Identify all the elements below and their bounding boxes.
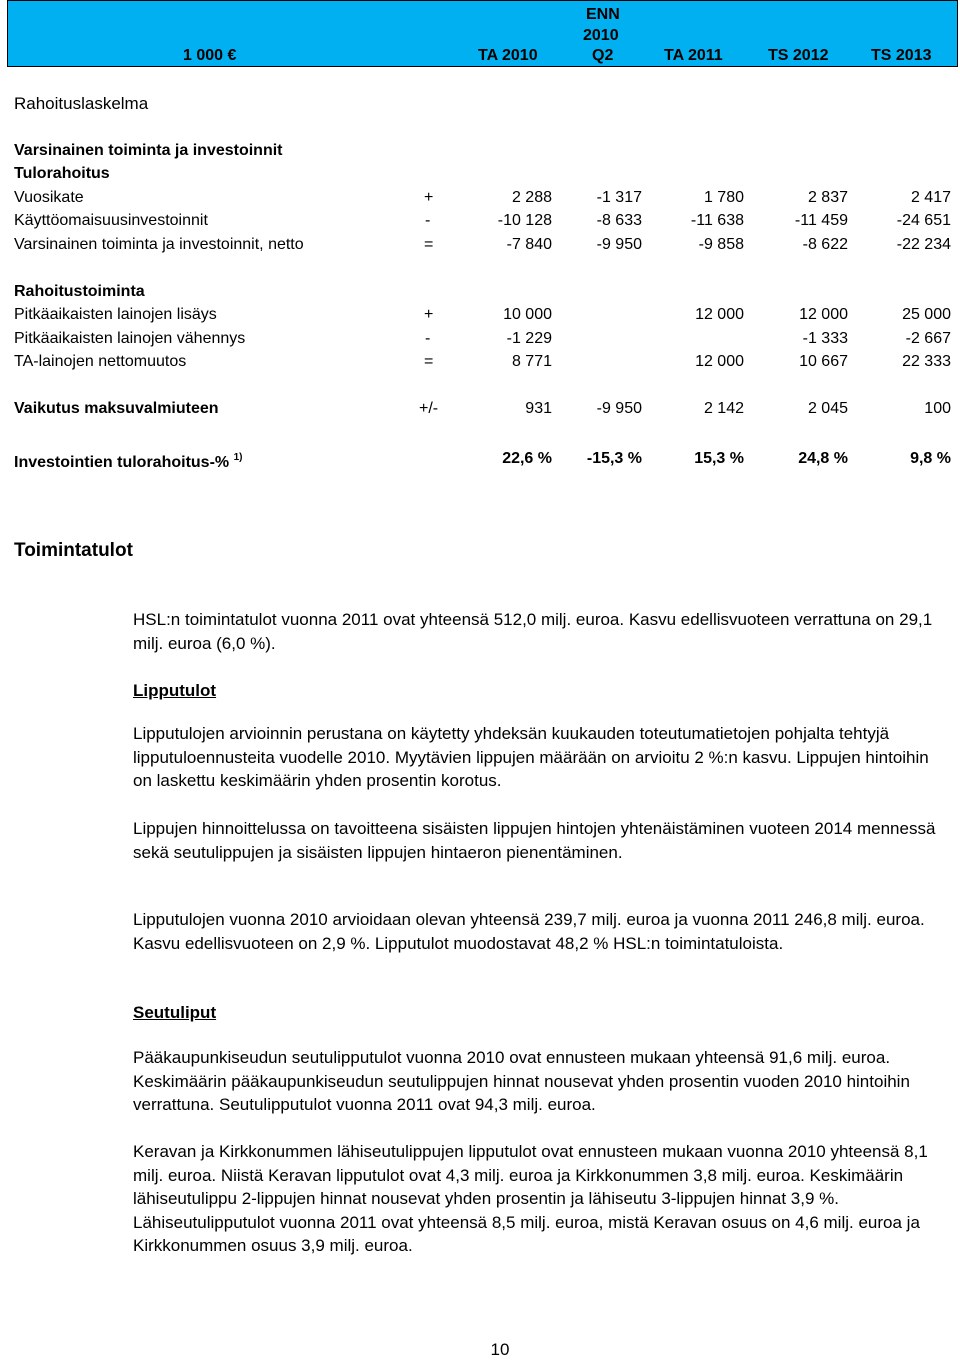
row-value: 2 288 (511, 189, 552, 206)
row-label: Vaikutus maksuvalmiuteen (14, 400, 219, 417)
paragraph-toimintatulot: HSL:n toimintatulot vuonna 2011 ovat yhteensä 512,0 milj. euroa. Kasvu edellisvuoteen verrattuna on 29,1 milj. euroa (6,0 %). (133, 610, 933, 653)
row-value: -7 840 (506, 236, 552, 253)
row-value: 9,8 % (910, 450, 951, 467)
row-value: 100 (924, 400, 951, 417)
row-value: 2 045 (807, 400, 848, 417)
heading-lipputulot: Lipputulot (133, 681, 217, 700)
row-value: -11 459 (794, 212, 848, 229)
header-col-ts2012: TS 2012 (768, 47, 829, 64)
header-col-enn-line2: 2010 (583, 27, 619, 44)
row-value: -11 638 (690, 212, 744, 229)
row-value: -1 229 (506, 330, 552, 347)
group1-subtitle: Tulorahoitus (14, 165, 110, 182)
row-value: 22,6 % (502, 450, 552, 467)
paragraph-seutuliput-2: Keravan ja Kirkkonummen lähiseutulippujen lipputulot ovat ennusteen mukaan vuonna 2010 yhteensä 8,1 milj. euroa. Niistä Keravan lipputulot ovat 4,3 milj. euroa ja Kirkkonummen 3,8 milj. euroa. Keskimäärin lähiseutulippu 2-lippujen hinnat nousevat yhden prosentin ja lähiseutu 3-lippujen hinnat 3,9 %. Lähiseutulipputulot vuonna 2011 ovat yhteensä 8,5 milj. euroa, mistä Keravan osuus on 4,6 milj. euroa ja Kirkkonummen osuus 3,9 milj. euroa. (133, 1142, 928, 1255)
paragraph-lipputulot-3: Lipputulojen vuonna 2010 arvioidaan olevan yhteensä 239,7 milj. euroa ja vuonna 2011 246,8 milj. euroa. Kasvu edellisvuoteen on 2,9 %. Lipputulot muodostavat 48,2 % HSL:n toimintatuloista. (133, 910, 925, 953)
row-value: 22 333 (902, 353, 951, 370)
row-label: TA-lainojen nettomuutos (14, 353, 187, 370)
row-value: -1 317 (596, 189, 642, 206)
row-sign: = (424, 353, 434, 370)
header-unit: 1 000 € (183, 47, 237, 64)
heading-seutuliput: Seutuliput (133, 1003, 217, 1022)
row-label: Vuosikate (14, 189, 84, 206)
row-value: 10 000 (503, 306, 552, 323)
row-value: -22 234 (896, 236, 951, 253)
paragraph-lipputulot-1: Lipputulojen arvioinnin perustana on käytetty yhdeksän kuukauden toteutumatietojen pohjalta tehtyjä lipputuloennusteita vuodelle 2010. Myytävien lippujen määrään on arvioitu 2 %:n kasvu. Lippujen hintoihin on laskettu keskimäärin yhden prosentin korotus. (133, 724, 929, 790)
row-value: -9 950 (596, 400, 642, 417)
row-value: -15,3 % (586, 450, 642, 467)
header-col-enn-line3: Q2 (592, 47, 614, 64)
row-sign: - (425, 212, 431, 229)
paragraph-seutuliput-1: Pääkaupunkiseudun seutulipputulot vuonna 2010 ovat ennusteen mukaan yhteensä 91,6 milj. euroa. Keskimäärin pääkaupunkiseudun seutulippujen hinnat nousevat yhden prosentin vuoden 2010 hintoihin verrattuna. Seutulipputulot vuonna 2011 ovat 94,3 milj. euroa. (133, 1048, 910, 1114)
row-sign: +/- (419, 400, 439, 417)
table-header (7, 0, 958, 67)
row-label (14, 448, 242, 473)
paragraph-lipputulot-2: Lippujen hinnoittelussa on tavoitteena sisäisten lippujen hintojen yhtenäistäminen vuoteen 2014 mennessä sekä seutulippujen ja sisäisten lippujen hintaeron pienentäminen. (133, 819, 936, 862)
row-sign: - (425, 330, 431, 347)
row-label: Käyttöomaisuusinvestoinnit (14, 212, 208, 229)
header-col-ta2011: TA 2011 (664, 47, 723, 64)
row-value: -10 128 (497, 212, 552, 229)
row-label: Varsinainen toiminta ja investoinnit, netto (14, 236, 304, 253)
row-label: Pitkäaikaisten lainojen vähennys (14, 330, 246, 347)
row-value: -1 333 (802, 330, 848, 347)
row-value: 1 780 (703, 189, 744, 206)
row-value: -24 651 (896, 212, 951, 229)
row-value: -9 858 (698, 236, 744, 253)
row-sign: + (424, 189, 434, 206)
row-value: 2 142 (703, 400, 744, 417)
row-value: 8 771 (511, 353, 552, 370)
row-value: -2 667 (905, 330, 951, 347)
row-value: 12 000 (695, 353, 744, 370)
row-label: Pitkäaikaisten lainojen lisäys (14, 306, 217, 323)
row-value: 2 837 (807, 189, 848, 206)
header-col-ta2010: TA 2010 (478, 47, 538, 64)
row-value: 24,8 % (798, 450, 848, 467)
group2-title: Rahoitustoiminta (14, 283, 145, 300)
section-title: Rahoituslaskelma (14, 94, 149, 113)
row-value: 12 000 (799, 306, 848, 323)
row-value: 2 417 (910, 189, 951, 206)
row-value: 15,3 % (694, 450, 744, 467)
header-col-enn-line1: ENN (586, 6, 620, 23)
row-value: -9 950 (596, 236, 642, 253)
row-value: -8 633 (596, 212, 642, 229)
row-value: 12 000 (695, 306, 744, 323)
group1-title: Varsinainen toiminta ja investoinnit (14, 142, 283, 159)
row-value: 25 000 (902, 306, 951, 323)
page-number: 10 (490, 1340, 510, 1359)
row-value: -8 622 (802, 236, 848, 253)
row-value: 931 (525, 400, 552, 417)
row-label-text: Investointien tulorahoitus-% (14, 454, 230, 471)
row-value: 10 667 (799, 353, 848, 370)
footnote-marker: 1) (233, 452, 243, 463)
row-sign: = (424, 236, 434, 253)
header-col-ts2013: TS 2013 (871, 47, 932, 64)
heading-toimintatulot: Toimintatulot (14, 540, 133, 561)
row-sign: + (424, 306, 434, 323)
